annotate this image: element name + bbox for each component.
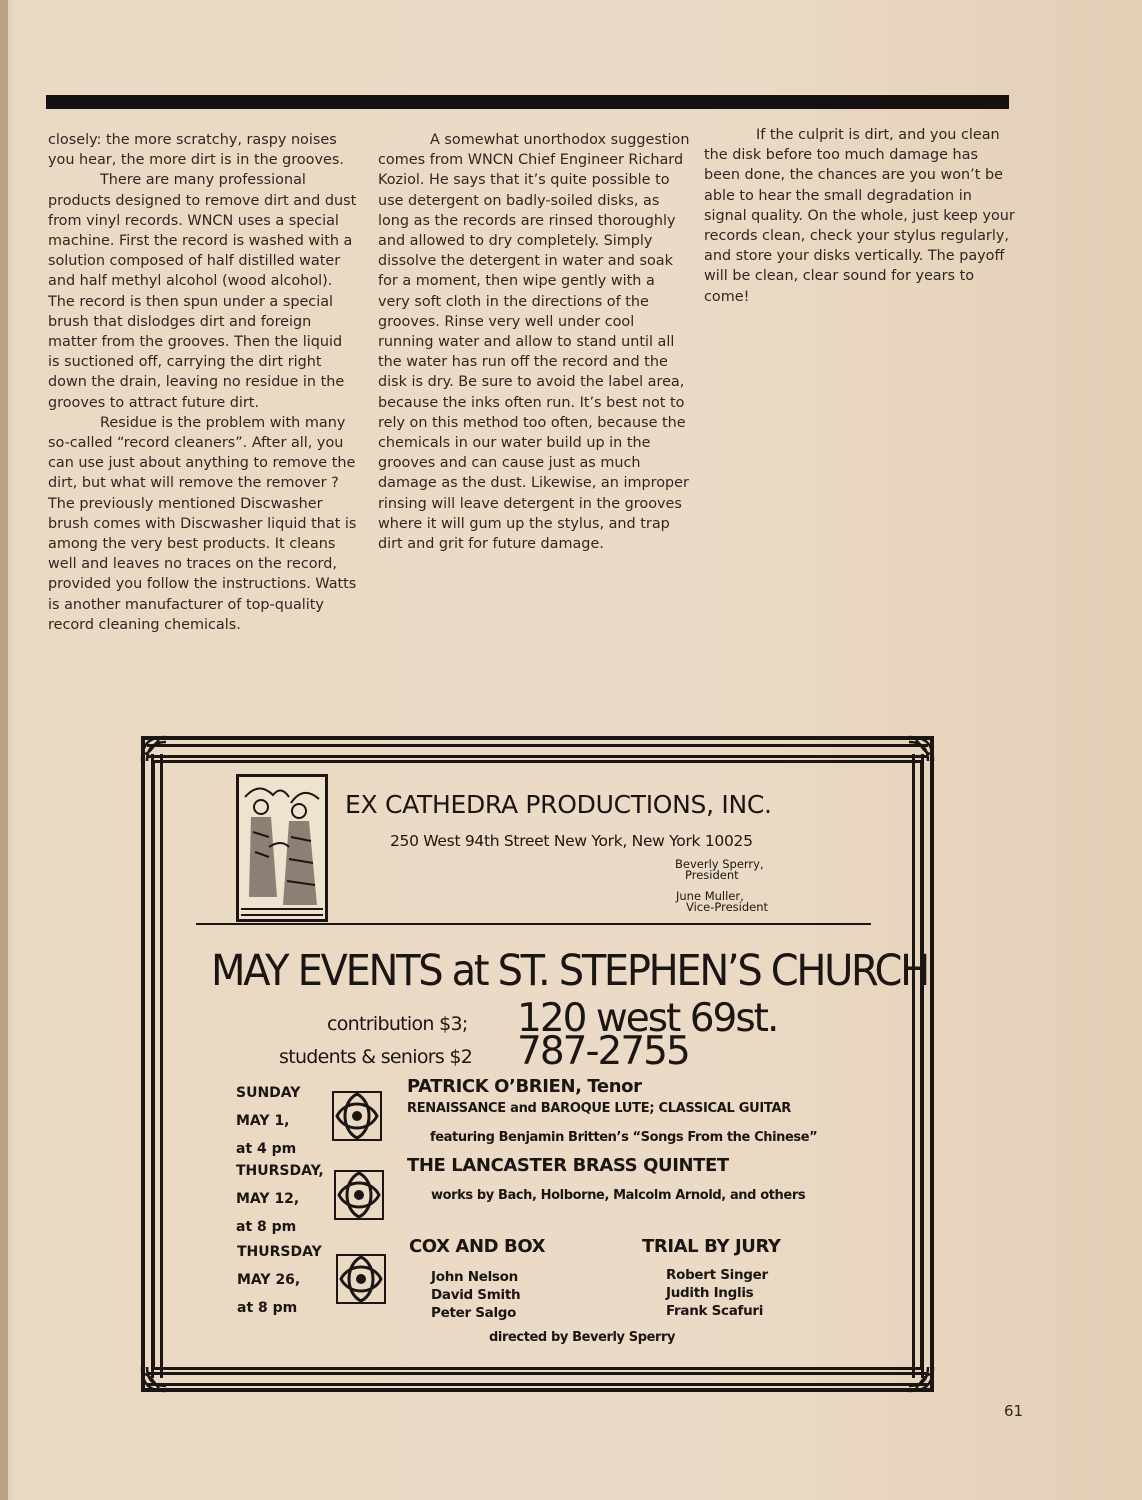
officer-name: Beverly Sperry,	[675, 857, 764, 871]
ornament-icon	[331, 1090, 383, 1142]
event-3-date: THURSDAY MAY 26, at 8 pm	[237, 1244, 322, 1316]
event-3-title-right: TRIAL BY JURY	[642, 1236, 781, 1257]
event-1-title: PATRICK O’BRIEN, Tenor	[407, 1076, 642, 1097]
corner-ornament-icon	[906, 734, 936, 764]
event-3-title-left: COX AND BOX	[409, 1236, 546, 1257]
paragraph: If the culprit is dirt, and you clean the disk before too much damage has been done, the chances are you won’t be able to hear the small degradation in signal quality. On the whole, just keep your records clean, check your stylus regularly, and store your disks vertically. The payoff will be clean, clear sound for years to come!	[704, 127, 1015, 305]
church-address: 120 west 69st.	[517, 996, 778, 1041]
event-1-date: SUNDAY MAY 1, at 4 pm	[236, 1085, 301, 1157]
frame-bottom-bar	[147, 1372, 928, 1386]
paragraph: There are many professional products designed to remove dirt and dust from vinyl records. WNCN uses a special machine. First the record is washed with a solution composed of half distilled water and half methyl alcohol (wood alcohol). The record is then spun under a special brush that dislodges dirt and foreign matter from the grooves. Then the liquid is suctioned off, carrying the dirt right down the drain, leaving no residue in the grooves to attract future dirt.	[48, 172, 357, 411]
event-2-note: works by Bach, Holborne, Malcolm Arnold, and others	[431, 1188, 806, 1203]
student-price: students & seniors $2	[279, 1046, 473, 1068]
event-3-director: directed by Beverly Sperry	[489, 1330, 676, 1345]
section-rule	[46, 95, 1009, 109]
corner-ornament-icon	[139, 1364, 169, 1394]
contribution-price: contribution $3;	[327, 1013, 468, 1035]
event-2-title: THE LANCASTER BRASS QUINTET	[407, 1155, 729, 1176]
event-3-cast-left: John Nelson David Smith Peter Salgo	[431, 1269, 521, 1321]
company-address: 250 West 94th Street New York, New York 10025	[390, 832, 753, 850]
event-2-date: THURSDAY, MAY 12, at 8 pm	[236, 1163, 324, 1235]
advertisement	[141, 736, 934, 1392]
event-1-subtitle: RENAISSANCE and BAROQUE LUTE; CLASSICAL GUITAR	[407, 1101, 791, 1116]
paragraph: Residue is the problem with many so-called “record cleaners”. After all, you can use just about anything to remove the dirt, but what will remove the remover ? The previously mentioned Discwasher brush comes with Discwasher liquid that is among the very best products. It cleans well and leaves no traces on the record, provided you follow the instructions. Watts is another manufacturer of top-quality record cleaning chemicals.	[48, 414, 357, 633]
events-headline: MAY EVENTS at ST. STEPHEN’S CHURCH	[211, 946, 928, 996]
corner-ornament-icon	[906, 1364, 936, 1394]
event-3-cast-right: Robert Singer Judith Inglis Frank Scafuri	[666, 1267, 768, 1319]
page-number: 61	[1004, 1402, 1024, 1420]
officer-president	[675, 859, 764, 881]
article-column-2	[378, 130, 690, 554]
officer-vice-president	[676, 891, 768, 913]
paragraph: A somewhat unorthodox suggestion comes from WNCN Chief Engineer Richard Koziol. He says that it’s quite possible to use detergent on badly-soiled disks, as long as the records are rinsed thoroughly and allowed to dry completely. Simply dissolve the detergent in water and soak for a moment, then wipe gently with a very soft cloth in the directions of the grooves. Rinse very well under cool running water and allow to stand until all the water has run off the record and the disk is dry. Be sure to avoid the label area, because the inks often run. It’s best not to rely on this method too often, because the chemicals in our water build up in the grooves and can cause just as much damage as the dust. Likewise, an improper rinsing will leave detergent in the grooves where it will gum up the stylus, and trap dirt and grit for future damage.	[378, 132, 690, 553]
ad-divider	[196, 923, 871, 925]
ornament-icon	[335, 1253, 387, 1305]
event-1-note: featuring Benjamin Britten’s “Songs From the Chinese”	[430, 1130, 818, 1145]
officer-role: Vice-President	[686, 900, 768, 914]
article-column-1	[48, 130, 358, 635]
company-name: EX CATHEDRA PRODUCTIONS, INC.	[345, 790, 772, 819]
angels-woodcut-illustration	[236, 774, 328, 922]
article-column-3	[704, 125, 1016, 307]
page-spine	[0, 0, 8, 1500]
frame-top-bar	[147, 744, 928, 758]
church-phone: 787-2755	[517, 1029, 689, 1074]
officer-role: President	[685, 868, 739, 882]
officer-name: June Muller,	[676, 889, 744, 903]
corner-ornament-icon	[139, 734, 169, 764]
paragraph: closely: the more scratchy, raspy noises you hear, the more dirt is in the grooves.	[48, 132, 344, 169]
ornament-icon	[333, 1169, 385, 1221]
